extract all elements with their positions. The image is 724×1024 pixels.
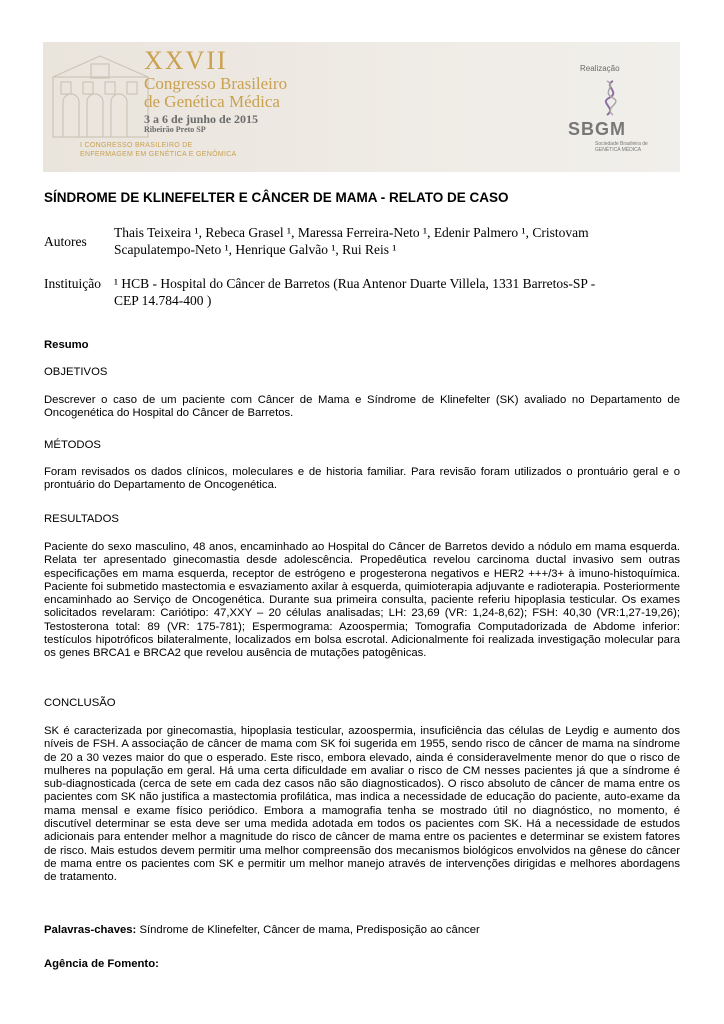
authors-block (44, 224, 684, 264)
sbgm-logo-text: SBGM (568, 119, 626, 139)
institution-text: ¹ HCB - Hospital do Câncer de Barretos (Rua Antenor Duarte Villela, 1331 Barretos-SP - CEP 14.784-400 ) (114, 276, 596, 308)
nursing-congress-label: I CONGRESSO BRASILEIRO DE ENFERMAGEM EM GENÉTICA E GENÔMICA (80, 142, 237, 158)
document-title: SÍNDROME DE KLINEFELTER E CÂNCER DE MAMA - RELATO DE CASO (44, 190, 509, 205)
resultados-heading: RESULTADOS (44, 513, 119, 525)
conclusao-text: SK é caracterizada por ginecomastia, hipoplasia testicular, azoospermia, insuficiência das células de Leydig e aumento dos níveis de FSH. A associação de câncer de mama com SK foi sugerida em 1955, sendo risco de câncer de mama na síndrome de 20 a 30 vezes maior do que o esperado. Este risco, embora elevado, ainda é consideravelmente menor do que o risco de mulheres na população em geral. Há uma certa dificuldade em avaliar o risco de CM nesses pacientes já que a síndrome é sub-diagnosticada (cerca de sete em cada dez casos não são diagnosticados). O risco absoluto de câncer de mama entre os pacientes com SK não justifica a mastectomia profilática, mas indica a necessidade de educação do paciente, auto-exame da mama mensal e exame físico periódico. Embora a mamografia tenha se mostrado útil no diagnóstico, no momento, é discutível determinar se esta deve ser uma medida adotada em todos os pacientes com SK. Há a necessidade de estudos adicionais para entender melhor a magnitude do risco de câncer de mama entre os pacientes e determinar se existem fatores de risco. Mais estudos devem permitir uma melhor compreensão dos mecanismos biológicos envolvidos na gênese do câncer de mama entre os pacientes com SK e permitir um melhor manejo através de intervenções dirigidas e melhores abordagens de tratamento. (44, 725, 680, 884)
metodos-heading: MÉTODOS (44, 439, 101, 451)
institution-block (44, 275, 684, 315)
resumo-heading: Resumo (44, 339, 89, 351)
keywords (44, 924, 680, 937)
authors-label: Autores (44, 234, 87, 249)
dna-logo-icon (591, 78, 631, 118)
metodos-text: Foram revisados os dados clínicos, moleculares e de historia familiar. Para revisão foram utilizados o prontuário geral e o prontuário do Departamento de Oncogenética. (44, 466, 680, 492)
resultados-text: Paciente do sexo masculino, 48 anos, encaminhado ao Hospital do Câncer de Barretos devido a nódulo em mama esquerda. Relata ter apresentado ginecomastia desde adolescência. Propedêutica revelou carcinoma ductal invasivo sem outras especificações em mama esquerda, receptor de estrógeno e progesterona negativos e HER2 +++/3+ à imuno-histoquímica. Paciente foi submetido mastectomia e esvaziamento axilar à esquerda, quimioterapia adjuvante e radioterapia. Posteriormente encaminhado ao Serviço de Oncogenética. Durante sua primeira consulta, paciente referiu hipoplasia testicular. Os exames solicitados revelaram: Cariótipo: 47,XXY – 20 células analisadas; LH: 23,69 (VR: 1,24-8,62); FSH: 40,30 (VR:1,27-19,26); Testosterona total: 89 (VR: 175-781); Espermograma: Azoospermia; Tomografia Computadorizada de Abdome inferior: testículos hipotróficos bilateralmente, localizados em bolsa escrotal. Adicionalmente foi realizada investigação molecular para os genes BRCA1 e BRCA2 que revelou ausência de mutações patogênicas. (44, 541, 680, 660)
institution-label: Instituição (44, 276, 101, 291)
sbgm-subtitle: Sociedade Brasileira de GENÉTICA MÉDICA (595, 141, 648, 153)
objetivos-text: Descrever o caso de um paciente com Câncer de Mama e Síndrome de Klinefelter (SK) avaliado no Departamento de Oncogenética do Hospital do Câncer de Barretos. (44, 394, 680, 420)
keywords-text: Síndrome de Klinefelter, Câncer de mama, Predisposição ao câncer (136, 924, 480, 936)
realizacao-label: Realização (580, 64, 620, 73)
conclusao-heading: CONCLUSÃO (44, 697, 116, 709)
congress-title: XXVII Congresso Brasileiro de Genética Médica 3 a 6 de junho de 2015 Ribeirão Preto SP (144, 46, 288, 134)
authors-list: Thais Teixeira ¹, Rebeca Grasel ¹, Maressa Ferreira-Neto ¹, Edenir Palmero ¹, Cristovam Scapulatempo-Neto ¹, Henrique Galvão ¹, Rui Reis ¹ (114, 225, 589, 257)
objetivos-heading: OBJETIVOS (44, 366, 108, 378)
funding-label: Agência de Fomento: (44, 958, 159, 970)
keywords-label: Palavras-chaves: (44, 924, 137, 936)
congress-banner (43, 42, 680, 172)
